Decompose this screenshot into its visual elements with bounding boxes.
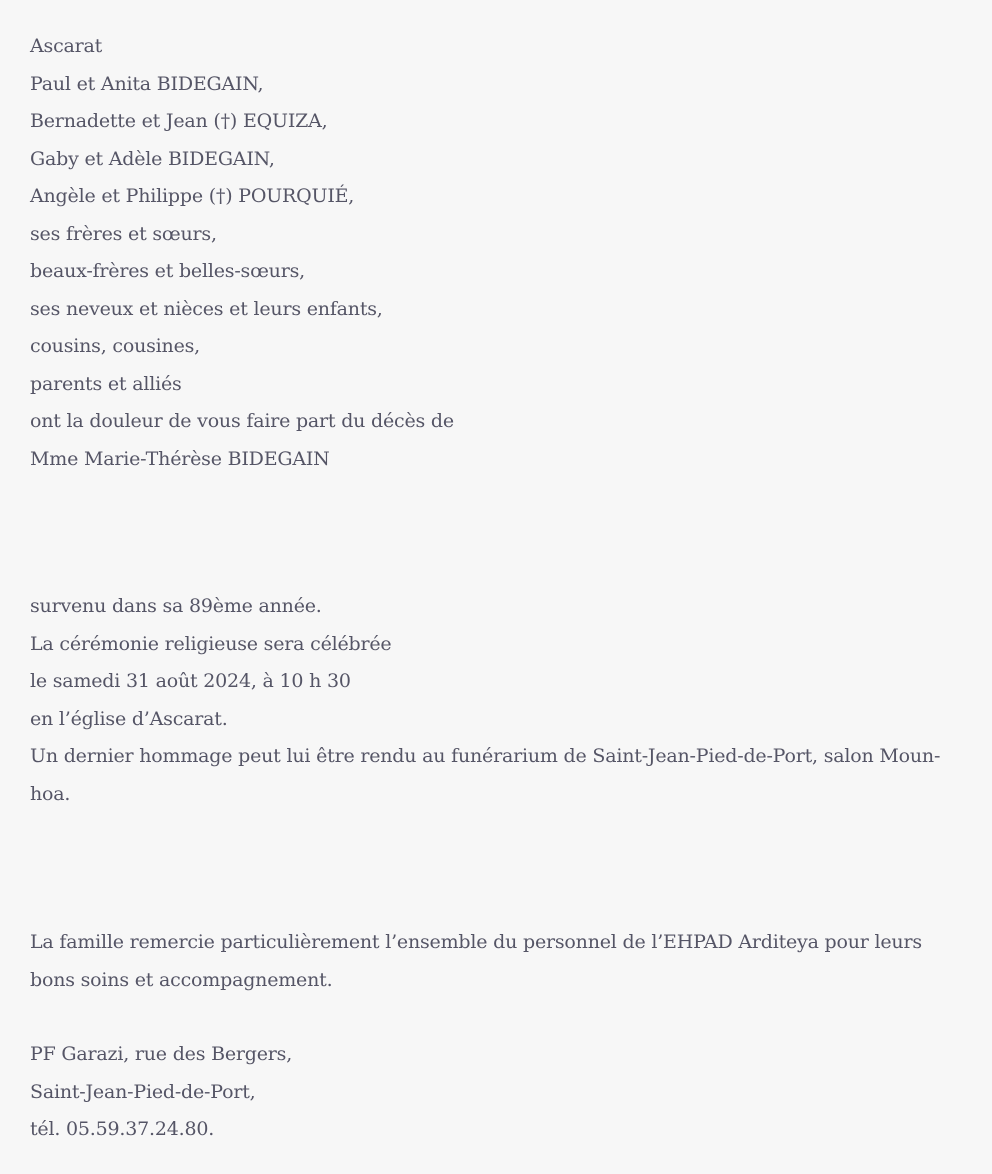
thanks-block (30, 924, 970, 999)
family-line: cousins, cousines, (30, 335, 201, 357)
announcement-line: ont la douleur de vous faire part du décès de (30, 410, 454, 432)
ceremony-date: le samedi 31 août 2024, à 10 h 30 (30, 670, 351, 692)
funeral-home-city: Saint-Jean-Pied-de-Port, (30, 1080, 256, 1103)
ceremony-block (30, 588, 970, 813)
family-line: parents et alliés (30, 372, 182, 395)
announcement-block (30, 28, 970, 478)
ceremony-location: en l’église d’Ascarat. (30, 707, 228, 730)
family-line: Angèle et Philippe (†) POURQUIÉ, (30, 185, 355, 207)
family-line: beaux-frères et belles-sœurs, (30, 260, 305, 282)
funeral-home-phone: tél. 05.59.37.24.80. (30, 1118, 215, 1140)
village-name: Ascarat (30, 35, 103, 57)
tribute-paragraph: Un dernier hommage peut lui être rendu au funérarium de Saint-Jean-Pied-de-Port, salon Moun-hoa. (30, 745, 941, 805)
family-line: Bernadette et Jean (†) EQUIZA, (30, 110, 328, 132)
family-line: ses neveux et nièces et leurs enfants, (30, 297, 383, 320)
funeral-home-name: PF Garazi, rue des Bergers, (30, 1043, 293, 1065)
deceased-name: Mme Marie-Thérèse BIDEGAIN (30, 447, 330, 470)
family-line: Gaby et Adèle BIDEGAIN, (30, 147, 275, 170)
family-line: Paul et Anita BIDEGAIN, (30, 72, 264, 95)
ceremony-line: La cérémonie religieuse sera célébrée (30, 632, 392, 655)
age-line: survenu dans sa 89ème année. (30, 595, 322, 617)
thanks-paragraph: La famille remercie particulièrement l’ensemble du personnel de l’EHPAD Arditeya pour leurs bons soins et accompagnement. (30, 931, 922, 991)
funeral-home-block (30, 1036, 970, 1149)
family-line: ses frères et sœurs, (30, 222, 217, 245)
